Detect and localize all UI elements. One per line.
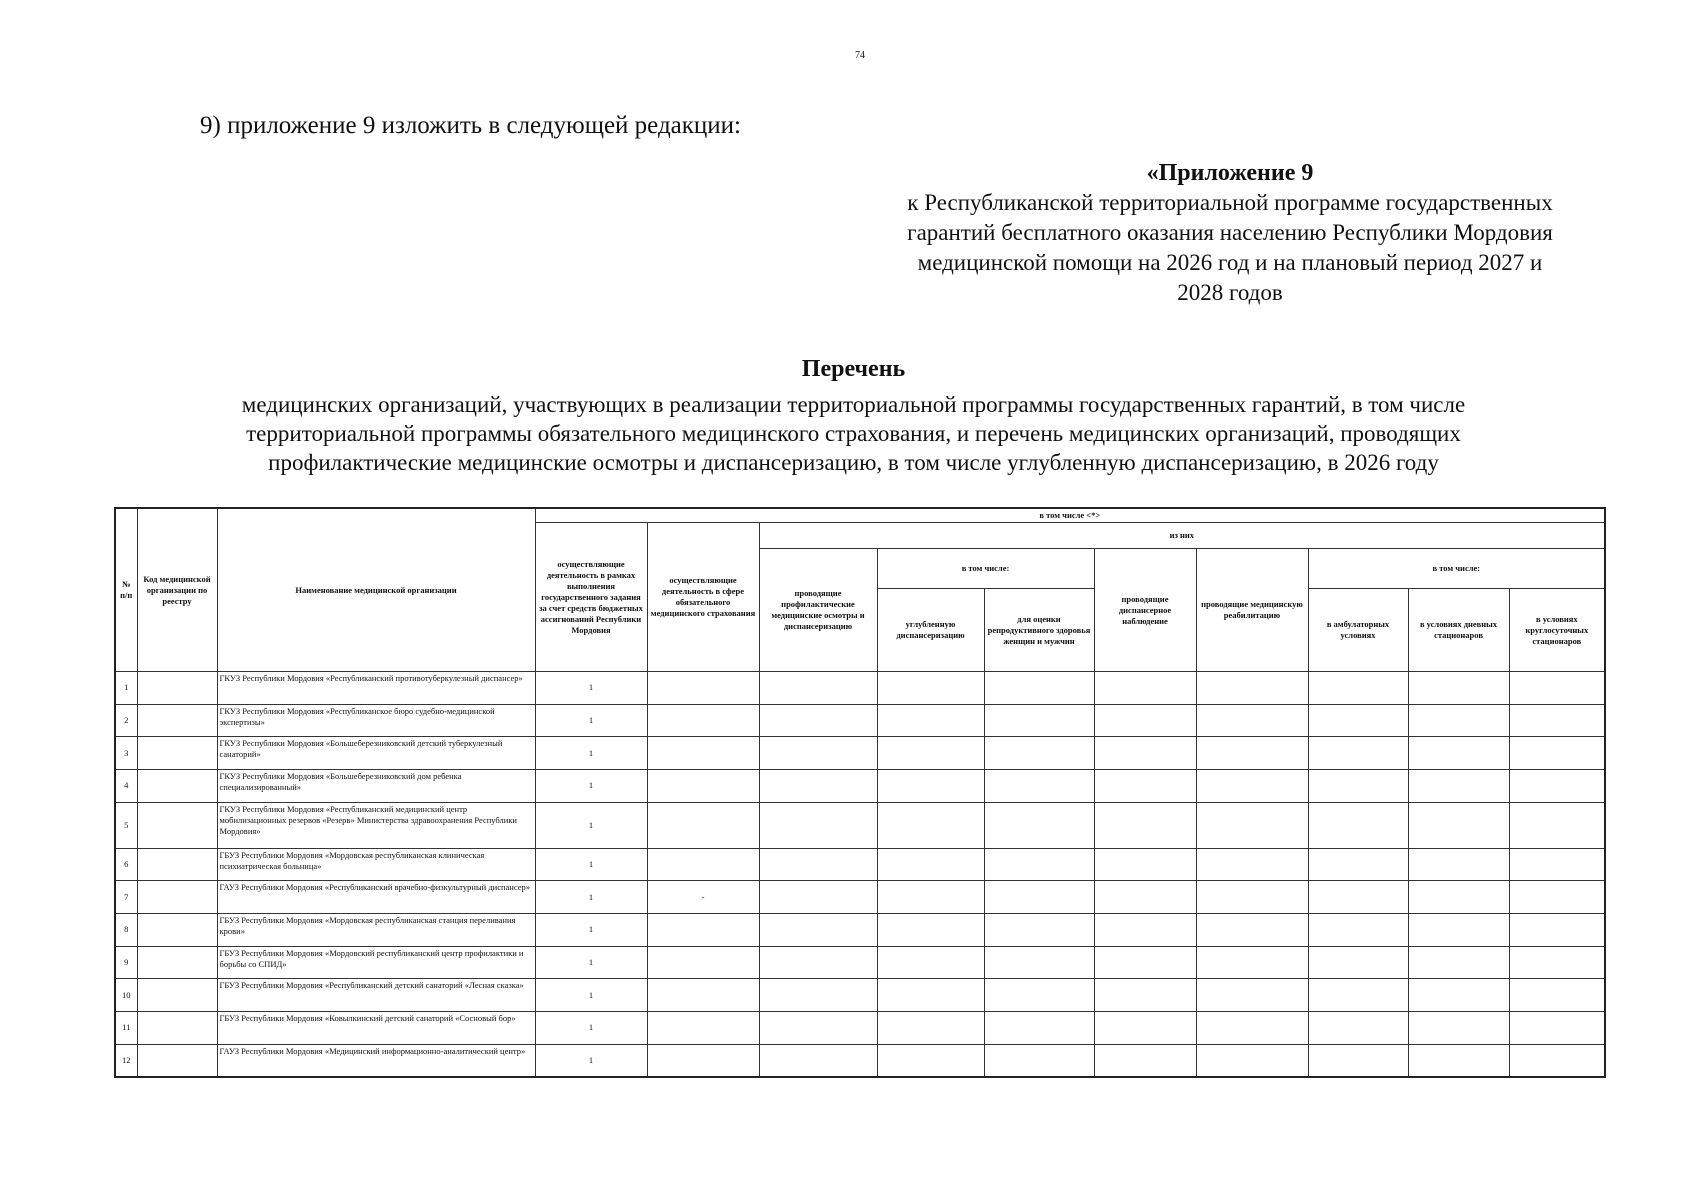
row-num: 7 [115, 881, 137, 914]
row-oms [647, 770, 759, 803]
row-oms: - [647, 881, 759, 914]
table-row [115, 802, 1605, 848]
row-budget: 1 [535, 946, 647, 979]
row-org-name: ГБУЗ Республики Мордовия «Мордовская республиканская станция переливания крови» [217, 913, 535, 946]
row-num: 10 [115, 979, 137, 1012]
row-oms [647, 737, 759, 770]
row-code [137, 704, 217, 737]
row-code [137, 881, 217, 914]
row-budget: 1 [535, 672, 647, 705]
header-deep: углубленную диспансеризацию [877, 589, 984, 672]
document-subtitle [150, 390, 1557, 477]
row-num: 2 [115, 704, 137, 737]
row-num: 12 [115, 1044, 137, 1077]
subtitle-line: территориальной программы обязательного медицинского страхования, и перечень медицинских организаций, проводящих [246, 421, 1461, 446]
intro-text: 9) приложение 9 изложить в следующей редакции: [200, 112, 741, 139]
row-org-name: ГБУЗ Республики Мордовия «Мордовский республиканский центр профилактики и борьбы со СПИД» [217, 946, 535, 979]
appendix-line: 2028 годов [1177, 280, 1283, 305]
row-code [137, 802, 217, 848]
row-budget: 1 [535, 802, 647, 848]
table-row [115, 848, 1605, 881]
header-oms: осуществляющие деятельность в сфере обязательного медицинского страхования [647, 523, 759, 672]
header-code: Код медицинской организации по реестру [137, 508, 217, 672]
row-code [137, 672, 217, 705]
row-org-name: ГАУЗ Республики Мордовия «Медицинский информационно-аналитический центр» [217, 1044, 535, 1077]
row-code [137, 979, 217, 1012]
row-oms [647, 1044, 759, 1077]
table-row [115, 1012, 1605, 1045]
row-num: 5 [115, 802, 137, 848]
header-prof: проводящие профилактические медицинские осмотры и диспансеризацию [759, 549, 877, 672]
row-code [137, 946, 217, 979]
row-budget: 1 [535, 1044, 647, 1077]
row-code [137, 1012, 217, 1045]
row-oms [647, 672, 759, 705]
row-code [137, 848, 217, 881]
appendix-line: к Республиканской территориальной программе государственных [907, 190, 1553, 215]
row-oms [647, 979, 759, 1012]
organizations-table [114, 507, 1606, 1078]
table-row [115, 979, 1605, 1012]
row-budget: 1 [535, 881, 647, 914]
subtitle-line: медицинских организаций, участвующих в реализации территориальной программы государственных гарантий, в том числе [241, 392, 1466, 417]
header-repro: для оценки репродуктивного здоровья женщин и мужчин [984, 589, 1094, 672]
table-row [115, 881, 1605, 914]
row-budget: 1 [535, 770, 647, 803]
header-disp: проводящие диспансерное наблюдение [1094, 549, 1196, 672]
row-num: 4 [115, 770, 137, 803]
header-incl-b: в том числе: [1308, 549, 1605, 589]
row-oms [647, 802, 759, 848]
row-code [137, 770, 217, 803]
header-round: в условиях круглосуточных стационаров [1509, 589, 1605, 672]
row-num: 9 [115, 946, 137, 979]
row-num: 11 [115, 1012, 137, 1045]
row-oms [647, 946, 759, 979]
header-day: в условиях дневных стационаров [1408, 589, 1509, 672]
row-budget: 1 [535, 848, 647, 881]
header-budget: осуществляющие деятельность в рамках выполнения государственного задания за счет средств бюджетных ассигнований Республики Мордовия [535, 523, 647, 672]
header-num: № п/п [115, 508, 137, 672]
table-row [115, 913, 1605, 946]
row-org-name: ГКУЗ Республики Мордовия «Большеберезниковский дом ребенка специализированный» [217, 770, 535, 803]
header-of-them: из них [759, 523, 1605, 549]
appendix-line: медицинской помощи на 2026 год и на плановый период 2027 и [917, 250, 1543, 275]
table-row [115, 946, 1605, 979]
row-oms [647, 913, 759, 946]
row-budget: 1 [535, 979, 647, 1012]
row-org-name: ГКУЗ Республики Мордовия «Большеберезниковский детский туберкулезный санаторий» [217, 737, 535, 770]
row-org-name: ГБУЗ Республики Мордовия «Республиканский детский санаторий «Лесная сказка» [217, 979, 535, 1012]
row-org-name: ГАУЗ Республики Мордовия «Республиканский врачебно-физкультурный диспансер» [217, 881, 535, 914]
row-num: 8 [115, 913, 137, 946]
page-number: 74 [855, 50, 865, 61]
row-org-name: ГКУЗ Республики Мордовия «Республиканский медицинский центр мобилизационных резервов «Резерв» Министерства здравоохранения Республики Мордовия» [217, 802, 535, 848]
row-org-name: ГБУЗ Республики Мордовия «Ковылкинский детский санаторий «Сосновый бор» [217, 1012, 535, 1045]
header-name: Наименование медицинской организации [217, 508, 535, 672]
row-org-name: ГКУЗ Республики Мордовия «Республиканское бюро судебно-медицинской экспертизы» [217, 704, 535, 737]
appendix-block [860, 158, 1600, 308]
row-oms [647, 704, 759, 737]
table-row [115, 672, 1605, 705]
appendix-line: гарантий бесплатного оказания населению Республики Мордовия [907, 220, 1553, 245]
row-budget: 1 [535, 737, 647, 770]
table-row [115, 737, 1605, 770]
row-num: 6 [115, 848, 137, 881]
subtitle-line: профилактические медицинские осмотры и диспансеризацию, в том числе углубленную диспансеризацию, в 2026 году [268, 450, 1439, 475]
row-oms [647, 848, 759, 881]
row-budget: 1 [535, 704, 647, 737]
row-budget: 1 [535, 913, 647, 946]
document-title: Перечень [801, 356, 906, 382]
row-code [137, 737, 217, 770]
row-org-name: ГБУЗ Республики Мордовия «Мордовская республиканская клиническая психиатрическая больница» [217, 848, 535, 881]
table-row [115, 1044, 1605, 1077]
table-row [115, 770, 1605, 803]
table-row [115, 704, 1605, 737]
row-budget: 1 [535, 1012, 647, 1045]
header-amb: в амбулаторных условиях [1308, 589, 1408, 672]
row-num: 3 [115, 737, 137, 770]
appendix-title: «Приложение 9 [1146, 160, 1314, 186]
row-code [137, 913, 217, 946]
row-org-name: ГКУЗ Республики Мордовия «Республиканский противотуберкулезный диспансер» [217, 672, 535, 705]
header-including: в том числе <*> [535, 508, 1605, 523]
row-num: 1 [115, 672, 137, 705]
header-rehab: проводящие медицинскую реабилитацию [1196, 549, 1308, 672]
row-code [137, 1044, 217, 1077]
header-incl-a: в том числе: [877, 549, 1094, 589]
row-oms [647, 1012, 759, 1045]
